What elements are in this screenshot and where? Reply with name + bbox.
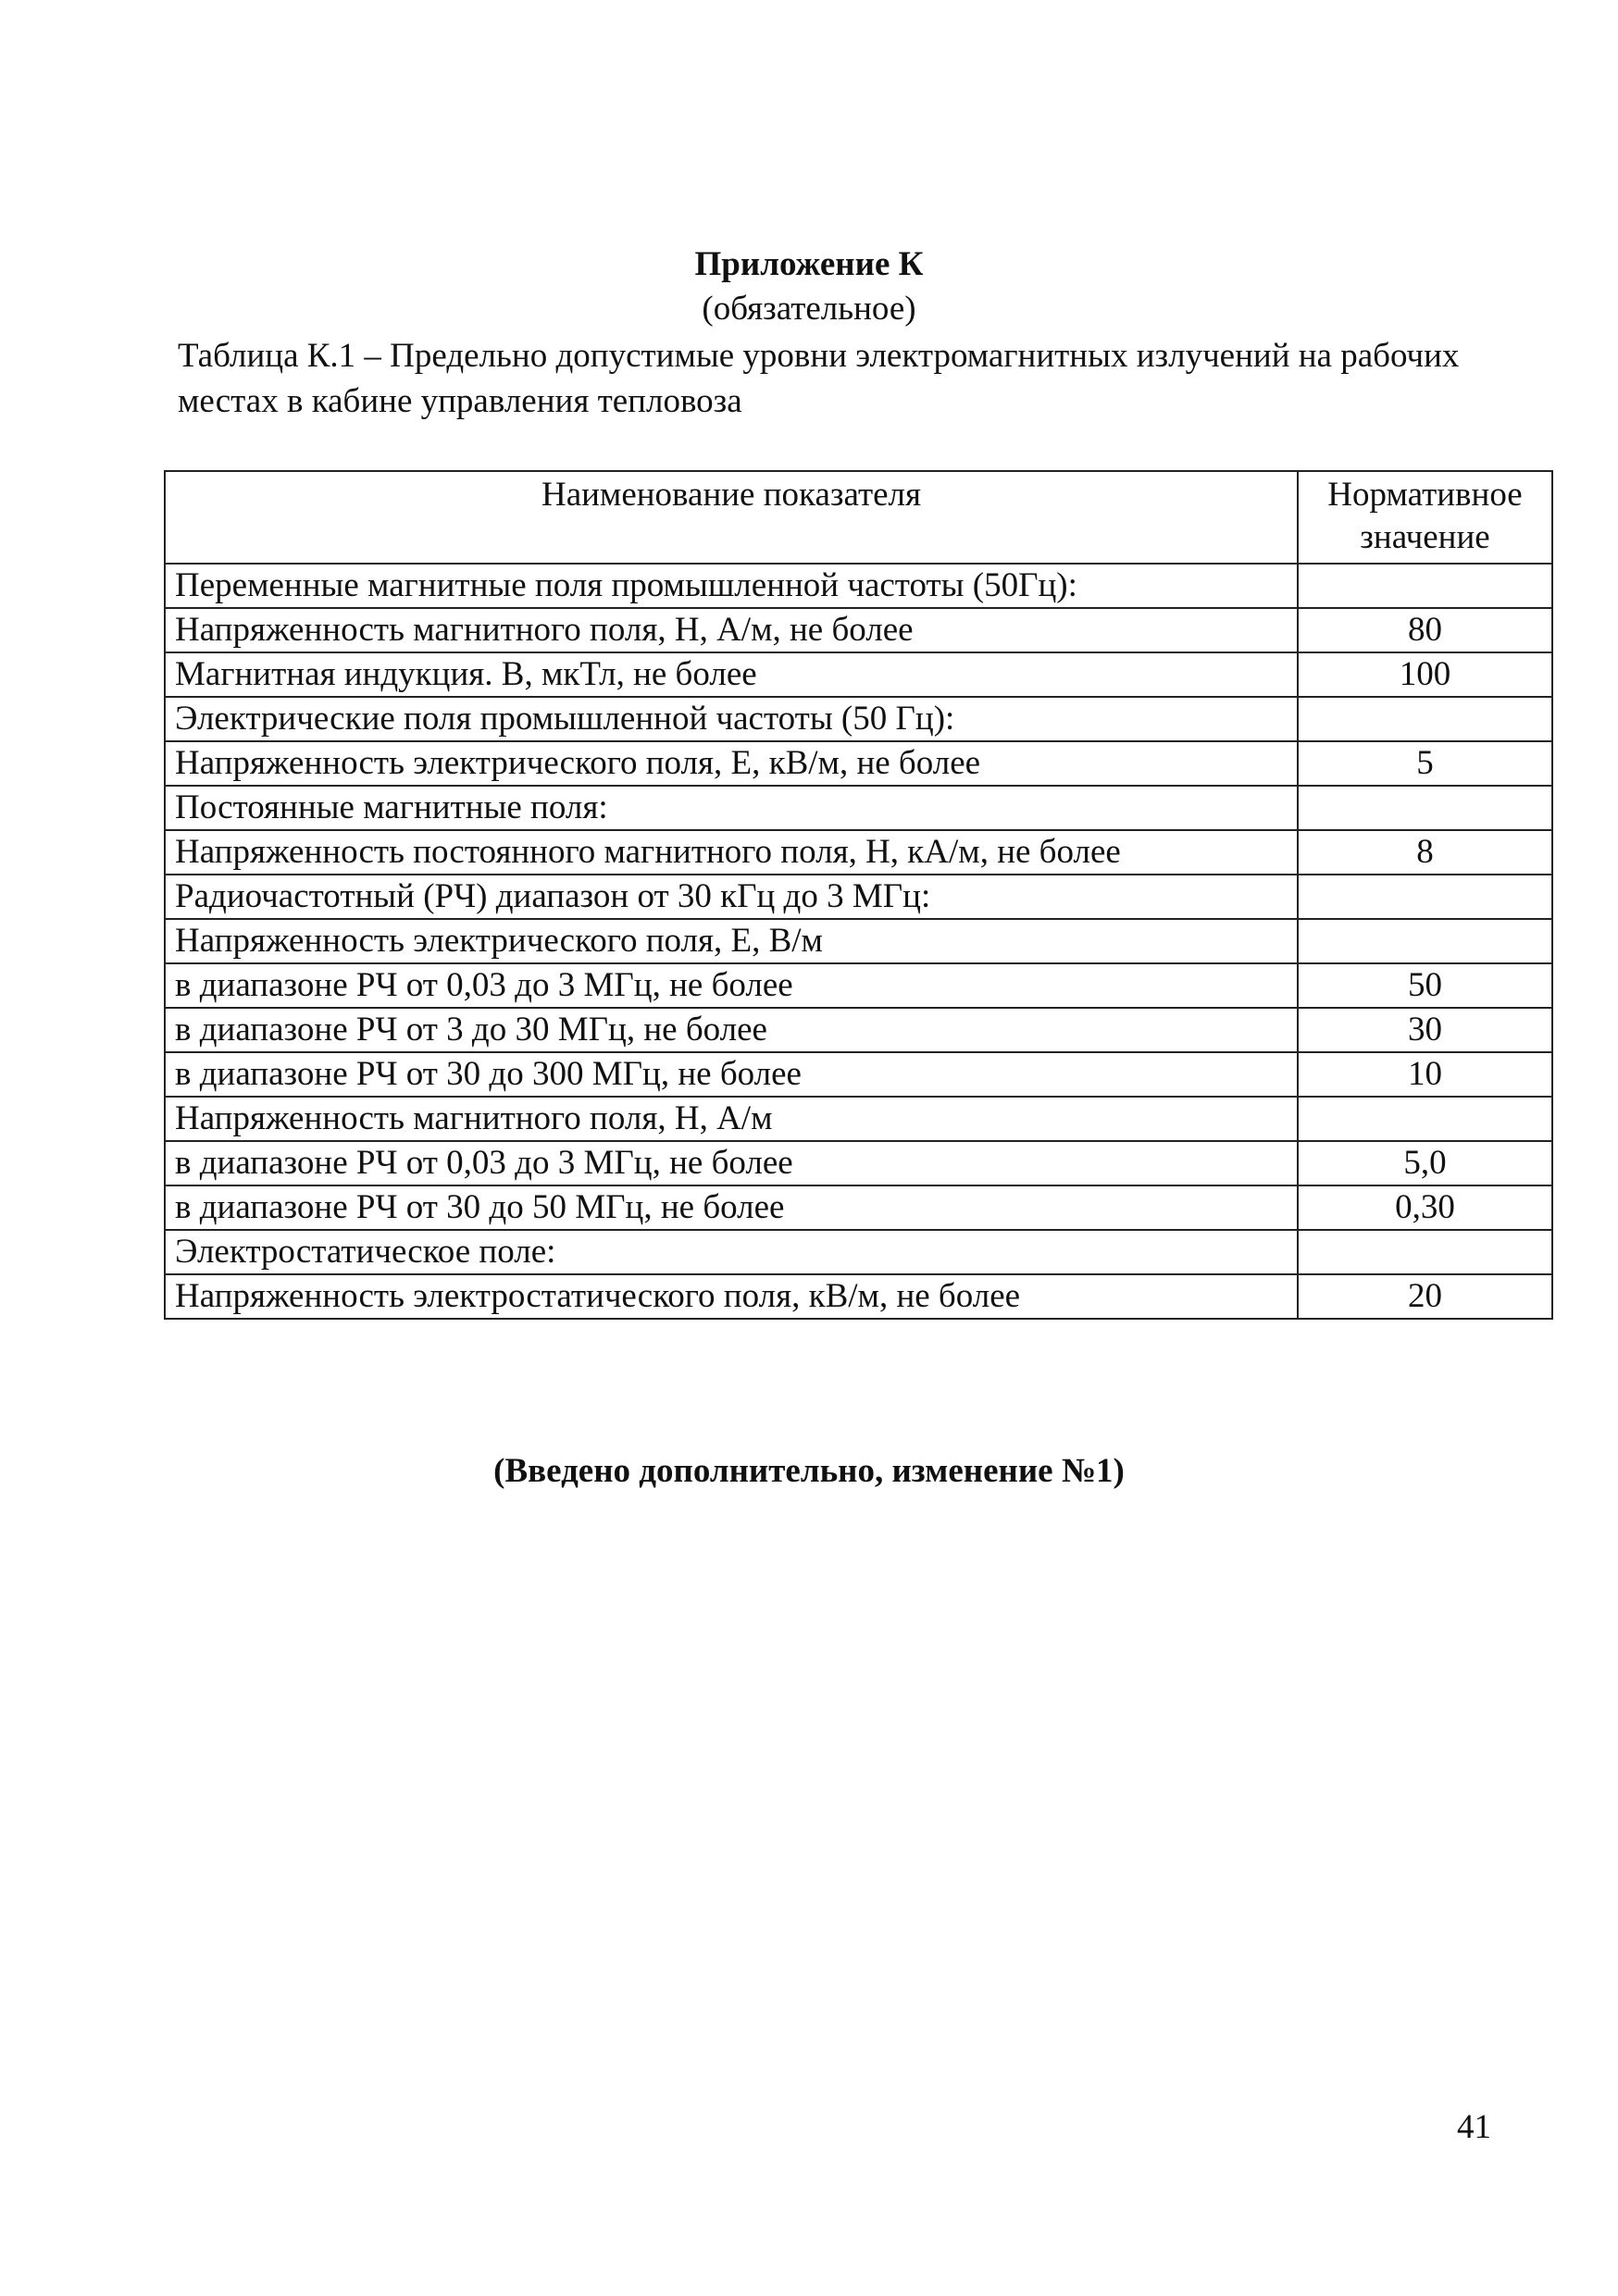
row-value xyxy=(1298,564,1552,608)
row-value: 20 xyxy=(1298,1274,1552,1319)
table-row xyxy=(165,830,1552,875)
table-row xyxy=(165,786,1552,830)
table-header-row xyxy=(165,471,1552,564)
row-name: в диапазоне РЧ от 30 до 50 МГц, не более xyxy=(165,1185,1298,1230)
row-value: 50 xyxy=(1298,963,1552,1008)
row-name: Напряженность магнитного поля, Н, А/м xyxy=(165,1097,1298,1141)
row-name: в диапазоне РЧ от 0,03 до 3 МГц, не более xyxy=(165,1141,1298,1185)
row-value: 80 xyxy=(1298,608,1552,652)
table-row xyxy=(165,1052,1552,1097)
row-value xyxy=(1298,919,1552,963)
row-name: Напряженность электрического поля, Е, кВ/м, не более xyxy=(165,741,1298,786)
table-row xyxy=(165,608,1552,652)
row-name: Электрические поля промышленной частоты (50 Гц): xyxy=(165,697,1298,741)
row-value: 100 xyxy=(1298,652,1552,697)
row-name: Напряженность постоянного магнитного поля, Н, кА/м, не более xyxy=(165,830,1298,875)
table-row xyxy=(165,697,1552,741)
table-row xyxy=(165,1230,1552,1274)
norms-table xyxy=(164,470,1553,1320)
table-row xyxy=(165,1141,1552,1185)
row-name: Напряженность электрического поля, Е, В/м xyxy=(165,919,1298,963)
row-name: Переменные магнитные поля промышленной частоты (50Гц): xyxy=(165,564,1298,608)
table-row xyxy=(165,564,1552,608)
row-name: Напряженность электростатического поля, кВ/м, не более xyxy=(165,1274,1298,1319)
table-row xyxy=(165,875,1552,919)
row-name: Постоянные магнитные поля: xyxy=(165,786,1298,830)
row-value: 10 xyxy=(1298,1052,1552,1097)
table-row xyxy=(165,652,1552,697)
row-value xyxy=(1298,875,1552,919)
row-value: 0,30 xyxy=(1298,1185,1552,1230)
row-value xyxy=(1298,1097,1552,1141)
row-value: 5,0 xyxy=(1298,1141,1552,1185)
row-value xyxy=(1298,1230,1552,1274)
table-row xyxy=(165,1185,1552,1230)
row-value xyxy=(1298,697,1552,741)
page-number: 41 xyxy=(1457,2108,1491,2146)
row-name: в диапазоне РЧ от 3 до 30 МГц, не более xyxy=(165,1008,1298,1052)
table-row xyxy=(165,963,1552,1008)
table-caption: Таблица К.1 – Предельно допустимые уровни электромагнитных излучений на рабочих местах в кабине управления тепловоза xyxy=(178,337,1460,420)
row-value: 8 xyxy=(1298,830,1552,875)
appendix-title: Приложение К xyxy=(694,245,924,283)
table-row xyxy=(165,741,1552,786)
row-name: Электростатическое поле: xyxy=(165,1230,1298,1274)
appendix-subtitle: (обязательное) xyxy=(702,290,916,328)
row-value: 5 xyxy=(1298,741,1552,786)
table-row xyxy=(165,1274,1552,1319)
header-normative-value: Нормативное значение xyxy=(1298,471,1552,564)
row-name: в диапазоне РЧ от 30 до 300 МГц, не более xyxy=(165,1052,1298,1097)
table-row xyxy=(165,919,1552,963)
row-value xyxy=(1298,786,1552,830)
amendment-note: (Введено дополнительно, изменение №1) xyxy=(493,1452,1125,1490)
row-name: Магнитная индукция. В, мкТл, не более xyxy=(165,652,1298,697)
header-indicator-name: Наименование показателя xyxy=(165,471,1298,564)
table-row xyxy=(165,1008,1552,1052)
row-name: в диапазоне РЧ от 0,03 до 3 МГц, не более xyxy=(165,963,1298,1008)
row-name: Радиочастотный (РЧ) диапазон от 30 кГц до 3 МГц: xyxy=(165,875,1298,919)
row-value: 30 xyxy=(1298,1008,1552,1052)
row-name: Напряженность магнитного поля, Н, А/м, не более xyxy=(165,608,1298,652)
table-row xyxy=(165,1097,1552,1141)
